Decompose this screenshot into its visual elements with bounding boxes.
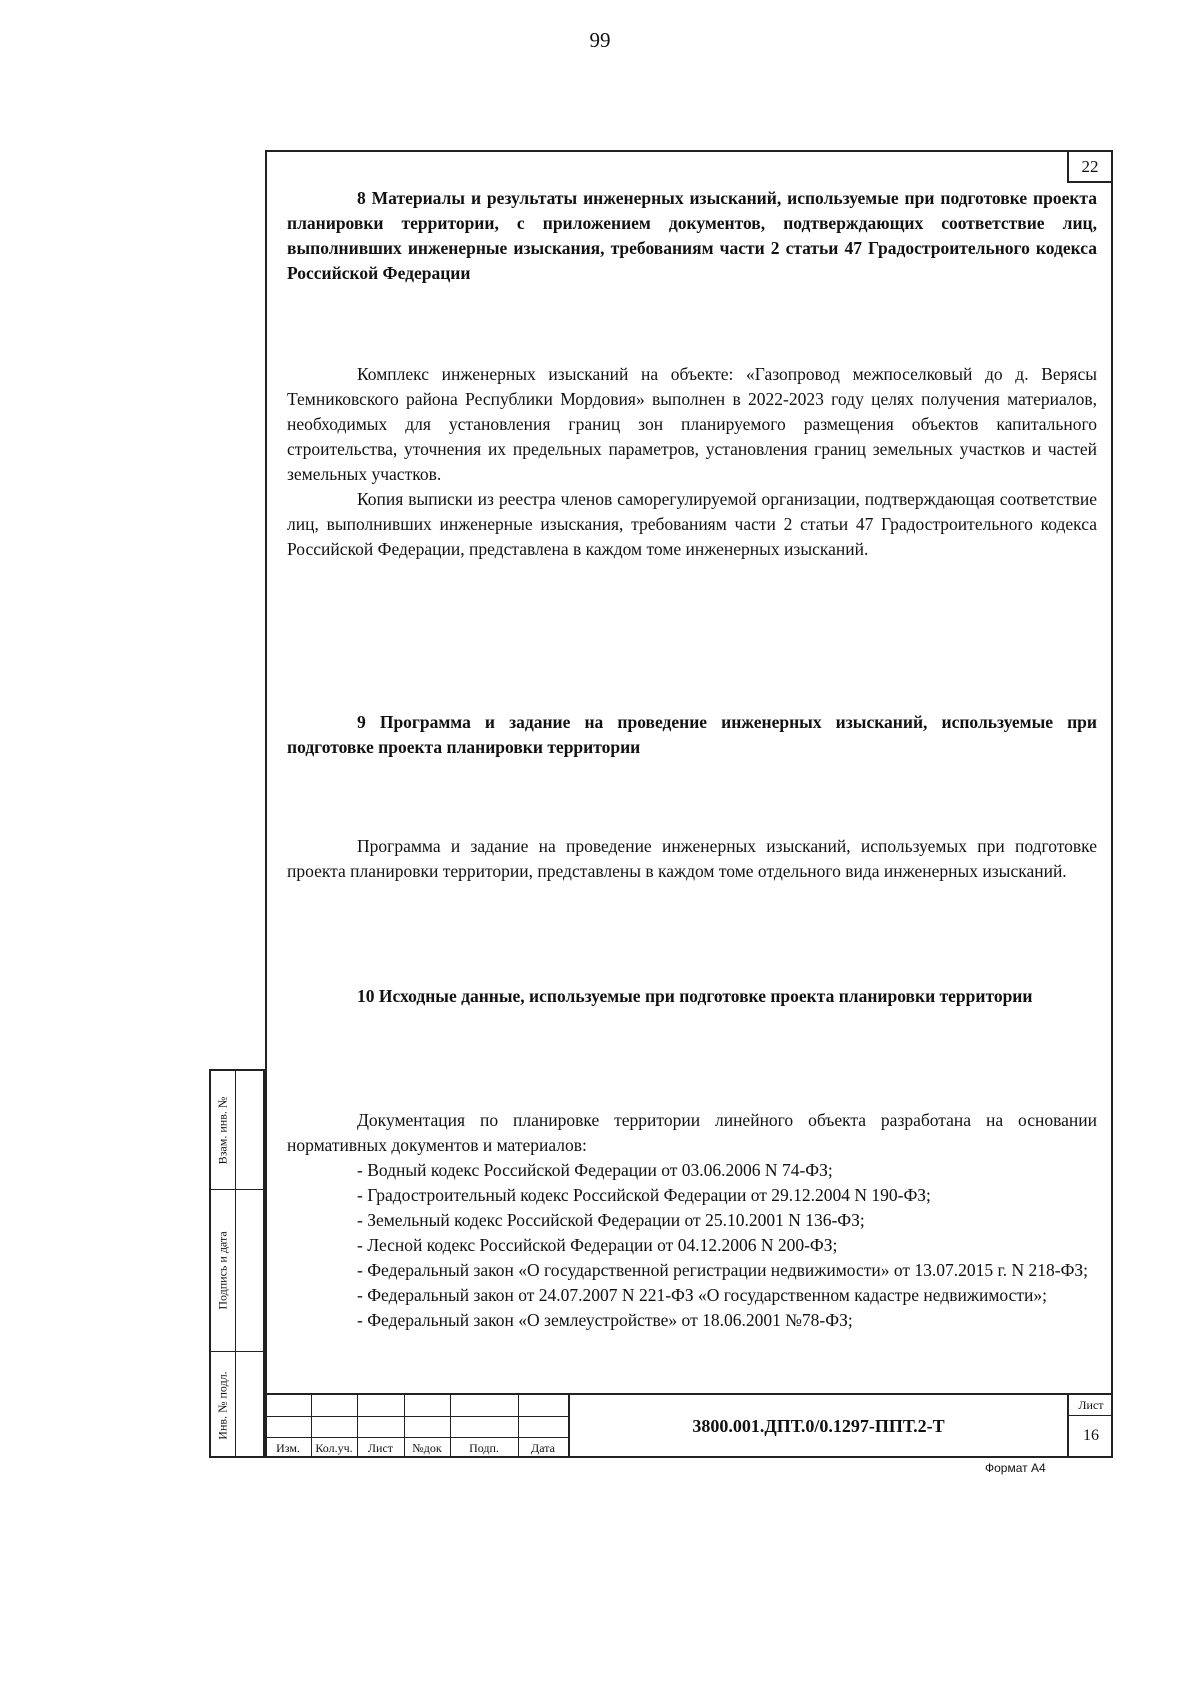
tb-col-data: Дата [531,1441,555,1455]
tb-sheet-cell [1067,1395,1113,1458]
tb-col-kolych: Кол.уч. [315,1441,353,1455]
tb-col-izm: Изм. [276,1441,300,1455]
section-8-body [287,362,1097,562]
list-item: - Федеральный закон «О государственной регистрации недвижимости» от 13.07.2015 г. N 218-ФЗ; [357,1260,1089,1280]
tb-col-ndok: №док [412,1441,442,1455]
tb-sheet-number: 16 [1083,1427,1099,1444]
section-9 [287,710,1097,760]
list-item: - Федеральный закон «О землеустройстве» от 18.06.2001 №78-ФЗ; [357,1310,853,1330]
section-10-intro: Документация по планировке территории линейного объекта разработана на основании нормативных документов и материалов: [287,1110,1097,1155]
page-number: 99 [589,28,611,52]
section-8-heading: 8 Материалы и результаты инженерных изысканий, используемые при подготовке проекта планировки территории, с приложением документов, подтверждающих соответствие лиц, выполнивших инженерные изыскания, требованиям части 2 статьи 47 Градостроительного кодекса Российской Федерации [287,188,1097,283]
list-item: - Земельный кодекс Российской Федерации от 25.10.2001 N 136-ФЗ; [357,1210,865,1230]
section-10 [287,984,1097,1009]
tb-sheet-label: Лист [1069,1395,1113,1416]
side-stamp [209,1069,265,1458]
side-label-inv: Инв. № подл. [215,1371,230,1440]
side-label-vzam: Взам. инв. № [215,1096,230,1164]
section-9-body [287,834,1097,884]
document-code: 3800.001.ДПТ.0/0.1297-ППТ.2-Т [692,1416,945,1436]
section-8-paragraph-1: Комплекс инженерных изысканий на объекте: «Газопровод межпоселковый до д. Верясы Темниковского района Республики Мордовия» выполнен в 2022-2023 году целях получения материалов, необходимых для установления границ зон планируемого размещения объектов капитального строительства, уточнения их предельных параметров, установления границ земельных участков и частей земельных участков. [287,364,1097,484]
tb-col-podp: Подп. [469,1441,499,1455]
format-label: Формат А4 [985,1461,1046,1475]
list-item: - Лесной кодекс Российской Федерации от 04.12.2006 N 200-ФЗ; [357,1235,838,1255]
list-item: - Водный кодекс Российской Федерации от 03.06.2006 N 74-ФЗ; [357,1160,833,1180]
section-8 [287,186,1097,286]
list-item: - Федеральный закон от 24.07.2007 N 221-ФЗ «О государственном кадастре недвижимости»; [357,1285,1047,1305]
list-item: - Градостроительный кодекс Российской Федерации от 29.12.2004 N 190-ФЗ; [357,1185,931,1205]
sheet-corner-number: 22 [1067,150,1113,183]
section-10-body [287,1108,1097,1333]
section-9-heading: 9 Программа и задание на проведение инженерных изысканий, используемые при подготовке проекта планировки территории [287,712,1097,757]
title-block [265,1393,1113,1458]
side-label-podpis: Подпись и дата [215,1230,230,1310]
section-10-heading: 10 Исходные данные, используемые при подготовке проекта планировки территории [357,986,1033,1006]
section-9-paragraph-1: Программа и задание на проведение инженерных изысканий, используемых при подготовке проекта планировки территории, представлены в каждом томе отдельного вида инженерных изысканий. [287,836,1097,881]
section-8-paragraph-2: Копия выписки из реестра членов саморегулируемой организации, подтверждающая соответствие лиц, выполнивших инженерные изыскания, требованиям части 2 статьи 47 Градостроительного кодекса Российской Федерации, представлена в каждом томе инженерных изысканий. [287,489,1097,559]
tb-col-list: Лист [367,1441,394,1455]
